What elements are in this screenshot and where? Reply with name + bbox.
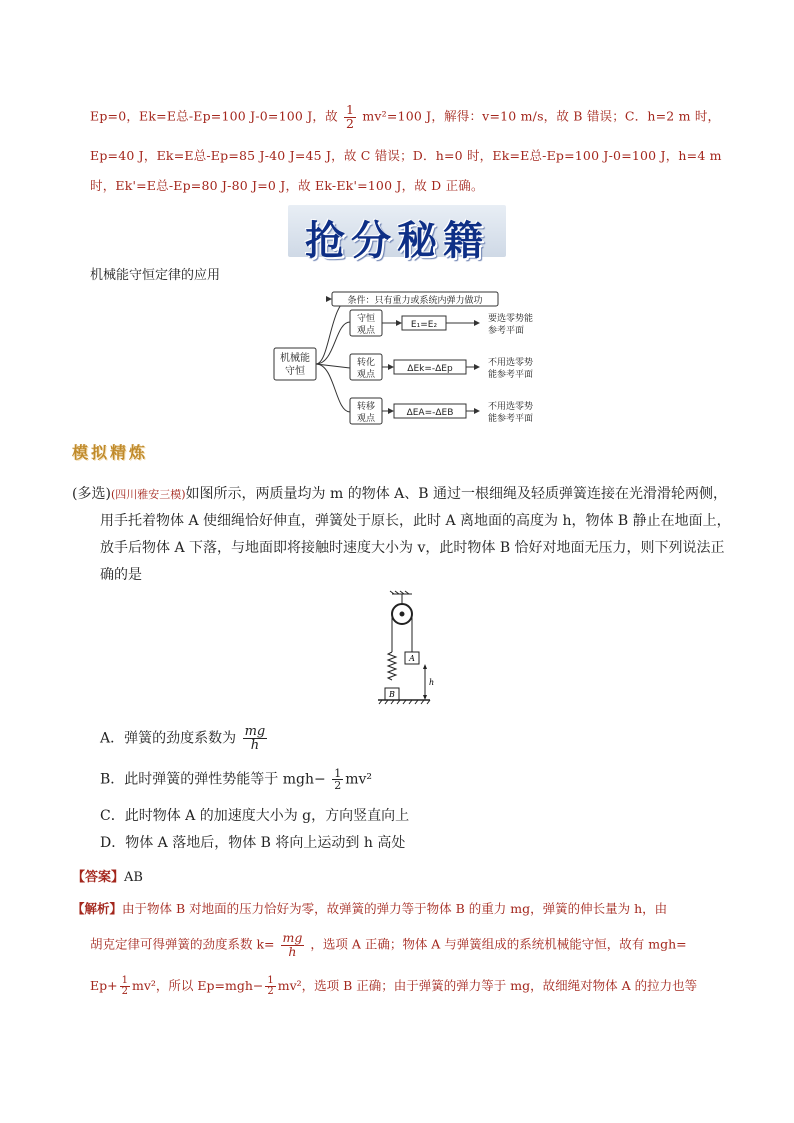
diagram-eq-1: E₁=E₂ — [410, 320, 438, 330]
analysis-line-1 — [72, 899, 667, 917]
question-line-4: 确的是 — [100, 567, 142, 583]
fraction-numerator: 1 — [267, 975, 274, 986]
option-a-text: A．弹簧的劲度系数为 — [100, 730, 237, 747]
solution-text: Ep=0，Ek=E总-Ep=100 J-0=100 J，故 — [90, 108, 338, 124]
solution-line-3: 时，Ek'=E总-Ep=80 J-80 J=0 J，故 Ek-Ek'=100 J，故 D 正确。 — [90, 178, 484, 193]
answer — [72, 866, 143, 885]
topic-title: 机械能守恒定律的应用 — [90, 268, 221, 283]
option-b-suffix: mv² — [345, 771, 372, 788]
question-line-1 — [72, 483, 727, 503]
analysis-fraction-half-1 — [120, 976, 130, 997]
solution-text: mv²=100 J，解得：v=10 m/s，故 B 错误；C．h=2 m 时， — [362, 108, 721, 124]
question-source: (四川雅安三模) — [110, 488, 186, 501]
diagram-eq-3: ΔEA=-ΔEB — [406, 408, 454, 418]
question-tag: (多选) — [72, 486, 111, 502]
analysis-fraction — [281, 932, 305, 958]
fraction-numerator: 1 — [334, 767, 342, 780]
answer-value: AB — [124, 870, 143, 885]
option-d: D．物体 A 落地后，物体 B 将向上运动到 h 高处 — [100, 835, 406, 851]
option-c: C．此时物体 A 的加速度大小为 g，方向竖直向上 — [100, 808, 410, 824]
diagram-view-2a: 转化 — [356, 358, 376, 368]
fraction-denominator: 2 — [267, 986, 274, 997]
fraction-numerator: 1 — [121, 975, 128, 986]
analysis-line-3 — [90, 976, 697, 997]
fraction-numerator: mg — [244, 724, 266, 739]
option-a — [100, 725, 269, 752]
question-text: 如图所示，两质量均为 m 的物体 A、B 通过一根细绳及轻质弹簧连接在光滑滑轮两侧， — [185, 486, 728, 502]
option-a-fraction — [243, 725, 268, 752]
analysis-text: Ep+ — [90, 978, 118, 993]
option-b-fraction — [332, 768, 343, 791]
diagram-note-2b: 能参考平面 — [488, 370, 534, 380]
fraction-denominator: 2 — [121, 986, 128, 997]
pulley-figure — [368, 590, 438, 708]
diagram-view-3b: 观点 — [356, 414, 376, 424]
fraction-denominator: 2 — [346, 115, 355, 131]
fraction-numerator: 1 — [346, 102, 355, 117]
label-b: B — [389, 690, 395, 699]
analysis-text: mv²，所以 Ep=mgh− — [131, 978, 264, 993]
fraction-denominator: h — [250, 738, 260, 753]
analysis-text: 由于物体 B 对地面的压力恰好为零，故弹簧的弹力等于物体 B 的重力 mg，弹簧的伸长量为 h，由 — [122, 901, 668, 916]
solution-line-1 — [90, 104, 720, 130]
analysis-fraction-half-2 — [265, 976, 275, 997]
analysis-text: 胡克定律可得弹簧的劲度系数 k= — [90, 936, 275, 952]
diagram-view-1a: 守恒 — [356, 314, 376, 324]
analysis-label: 【解析】 — [72, 901, 123, 916]
diagram-note-3b: 能参考平面 — [488, 414, 534, 424]
concept-diagram — [270, 288, 560, 428]
banner-title: 抢分秘籍 — [305, 218, 489, 264]
diagram-view-1b: 观点 — [356, 326, 376, 336]
diagram-note-2a: 不用选零势 — [488, 358, 534, 368]
diagram-view-3a: 转移 — [356, 402, 376, 412]
solution-line-2: Ep=40 J，Ek=E总-Ep=85 J-40 J=45 J，故 C 错误；D．h=0 时，Ek=E总-Ep=100 J-0=100 J，h=4 m — [90, 148, 722, 163]
fraction-half — [344, 104, 356, 130]
diagram-condition: 条件：只有重力或系统内弹力做功 — [347, 296, 483, 306]
diagram-note-3a: 不用选零势 — [488, 402, 534, 412]
fraction-denominator: h — [288, 943, 297, 959]
diagram-view-2b: 观点 — [356, 370, 376, 380]
question-line-3: 放手后物体 A 下落，与地面即将接触时速度大小为 v，此时物体 B 恰好对地面无压力，则下列说法正 — [100, 540, 725, 556]
question-line-2: 用手托着物体 A 使细绳恰好伸直，弹簧处于原长，此时 A 离地面的高度为 h，物体 B 静止在地面上， — [100, 513, 731, 529]
analysis-line-2 — [90, 932, 687, 958]
diagram-center-2: 守恒 — [285, 366, 305, 377]
section-label: 模拟精炼 — [72, 443, 149, 462]
answer-label: 【答案】 — [72, 870, 125, 885]
analysis-text: mv²，选项 B 正确；由于弹簧的弹力等于 mg，故细绳对物体 A 的拉力也等 — [277, 978, 698, 993]
analysis-text: ，选项 A 正确；物体 A 与弹簧组成的系统机械能守恒，故有 mgh= — [310, 936, 687, 952]
label-a: A — [409, 654, 415, 663]
label-h: h — [429, 678, 435, 687]
section-banner — [288, 205, 506, 264]
diagram-note-1b: 参考平面 — [488, 326, 525, 336]
option-b-text: B．此时弹簧的弹性势能等于 mgh− — [100, 771, 326, 788]
diagram-eq-2: ΔEk=-ΔEp — [407, 364, 453, 374]
fraction-numerator: mg — [282, 930, 303, 945]
option-b — [100, 768, 372, 791]
fraction-denominator: 2 — [334, 779, 342, 792]
diagram-note-1a: 要选零势能 — [488, 314, 534, 324]
diagram-center-1: 机械能 — [280, 353, 310, 364]
